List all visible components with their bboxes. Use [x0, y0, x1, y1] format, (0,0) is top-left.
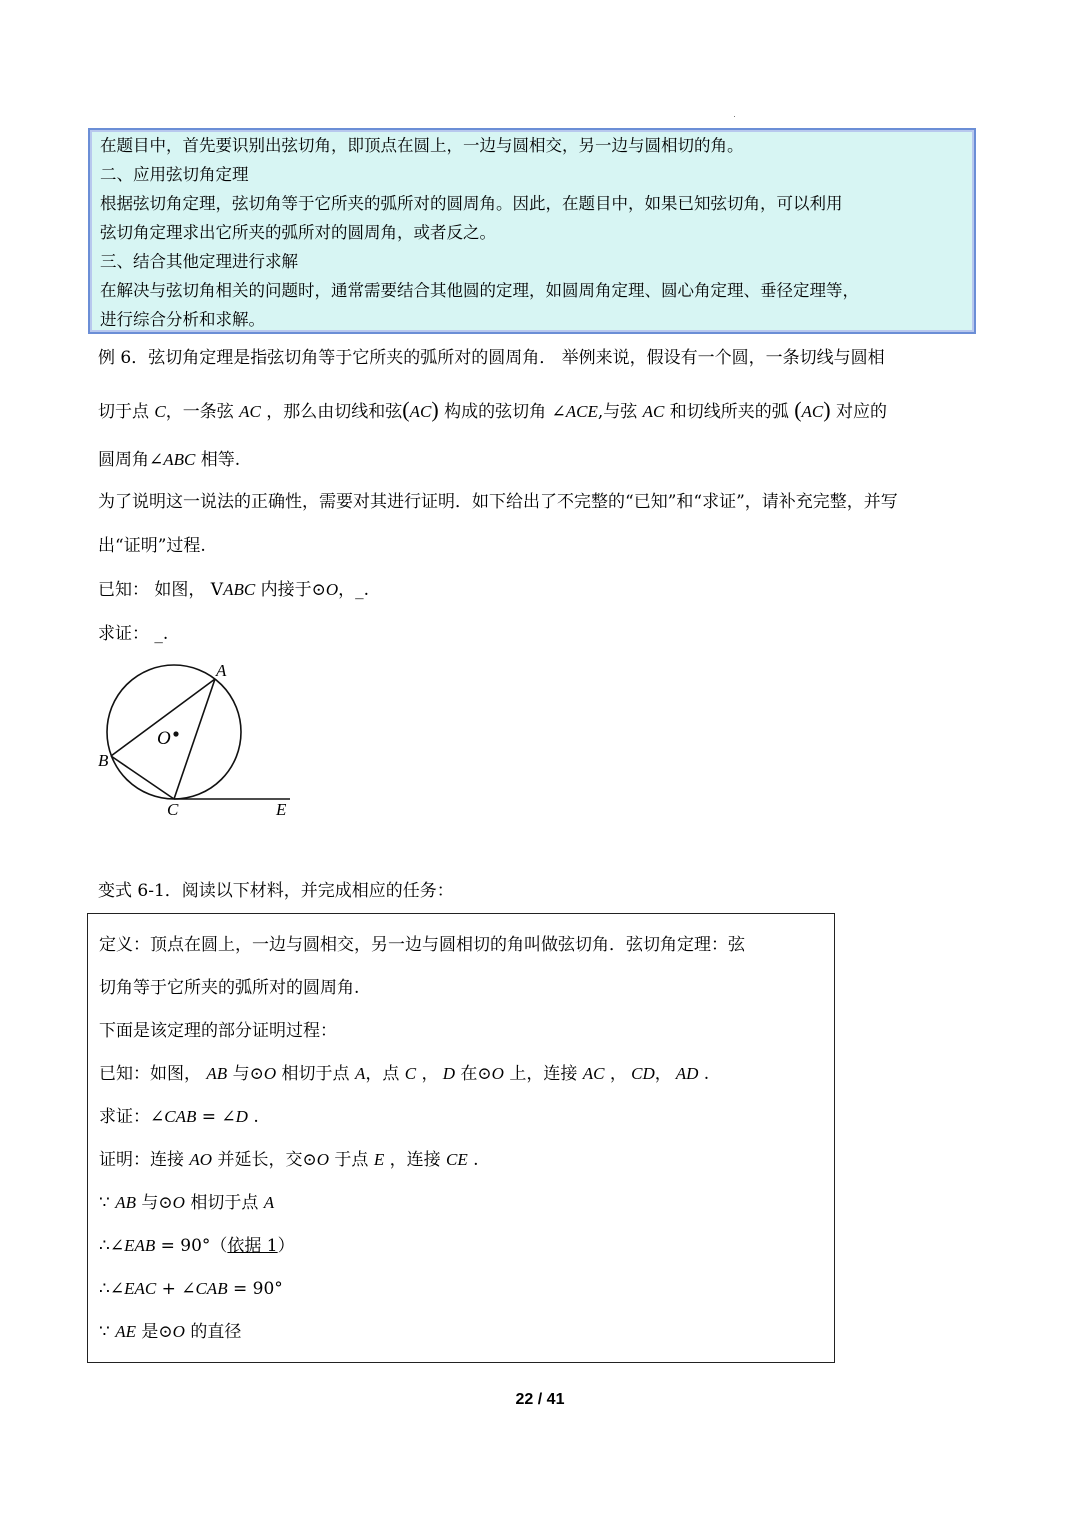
label-e: E	[276, 800, 287, 819]
to-prove-line: 求证：∠CAB = ∠D .	[99, 1107, 259, 1127]
circle-figure	[90, 655, 310, 825]
given-line: 已知： 如图， VABC 内接于⊙O，_.	[98, 580, 370, 600]
known-line: 已知：如图， AB 与⊙O 相切于点 A，点 C ， D 在⊙O 上，连接 AC ， CD， AD .	[99, 1064, 710, 1084]
label-b: B	[98, 751, 109, 770]
example6-line-4: 为了说明这一说法的正确性，需要对其进行证明．如下给出了不完整的“已知”和“求证”，请补充完整，并写	[98, 492, 898, 512]
chord-ac	[174, 679, 215, 799]
example6-line-3: 圆周角∠ABC 相等.	[98, 450, 241, 470]
label-c: C	[167, 800, 179, 819]
label-a: A	[216, 661, 227, 680]
tip-line-3: 根据弦切角定理，弦切角等于它所夹的弧所对的圆周角。因此，在题目中，如果已知弦切角，可以利用	[100, 194, 843, 213]
tip-line-7: 进行综合分析和求解。	[100, 310, 265, 329]
step-1: ∵ AB 与⊙O 相切于点 A	[99, 1193, 275, 1213]
example6-line-5: 出“证明”过程.	[98, 536, 206, 556]
prove-line: 求证： _.	[98, 624, 169, 644]
proof-intro: 下面是该定理的部分证明过程：	[99, 1021, 337, 1041]
stray-dot	[734, 116, 735, 117]
tip-box	[88, 128, 976, 334]
proof-line: 证明：连接 AO 并延长，交⊙O 于点 E ，连接 CE .	[99, 1150, 479, 1170]
definition-line-1: 定义：顶点在圆上，一边与圆相交，另一边与圆相切的角叫做弦切角．弦切角定理：弦	[99, 935, 745, 955]
example6-line-2: 切于点 C，一条弦 AC ，那么由切线和弦(AC) 构成的弦切角 ∠ACE,与弦 AC 和切线所夹的弧 (AC) 对应的	[98, 397, 888, 422]
example6-line-1: 例 6．弦切角定理是指弦切角等于它所夹的弧所对的圆周角． 举例来说，假设有一个圆，一条切线与圆相	[98, 348, 885, 368]
step-3: ∴∠EAC + ∠CAB = 90°	[99, 1279, 283, 1299]
tip-line-5: 三、结合其他定理进行求解	[100, 252, 298, 271]
tip-line-2: 二、应用弦切角定理	[100, 165, 249, 184]
step-4: ∵ AE 是⊙O 的直径	[99, 1322, 242, 1342]
tip-line-4: 弦切角定理求出它所夹的弧所对的圆周角，或者反之。	[100, 223, 496, 242]
label-o: O	[157, 728, 171, 749]
chord-bc	[111, 756, 174, 799]
tip-line-1: 在题目中，首先要识别出弦切角，即顶点在圆上，一边与圆相交，另一边与圆相切的角。	[100, 136, 744, 155]
material-box	[87, 913, 835, 1363]
circle-o	[107, 665, 241, 799]
center-point	[173, 731, 178, 736]
page-number: 22 / 41	[515, 1391, 565, 1408]
variant-title: 变式 6-1．阅读以下材料，并完成相应的任务：	[98, 881, 454, 901]
definition-line-2: 切角等于它所夹的弧所对的圆周角.	[99, 978, 360, 998]
tip-line-6: 在解决与弦切角相关的问题时，通常需要结合其他圆的定理，如圆周角定理、圆心角定理、垂径定理等，	[100, 281, 859, 300]
basis-1-blank: 依据 1	[227, 1236, 278, 1256]
step-2: ∴∠EAB = 90°（依据 1）	[99, 1236, 295, 1256]
